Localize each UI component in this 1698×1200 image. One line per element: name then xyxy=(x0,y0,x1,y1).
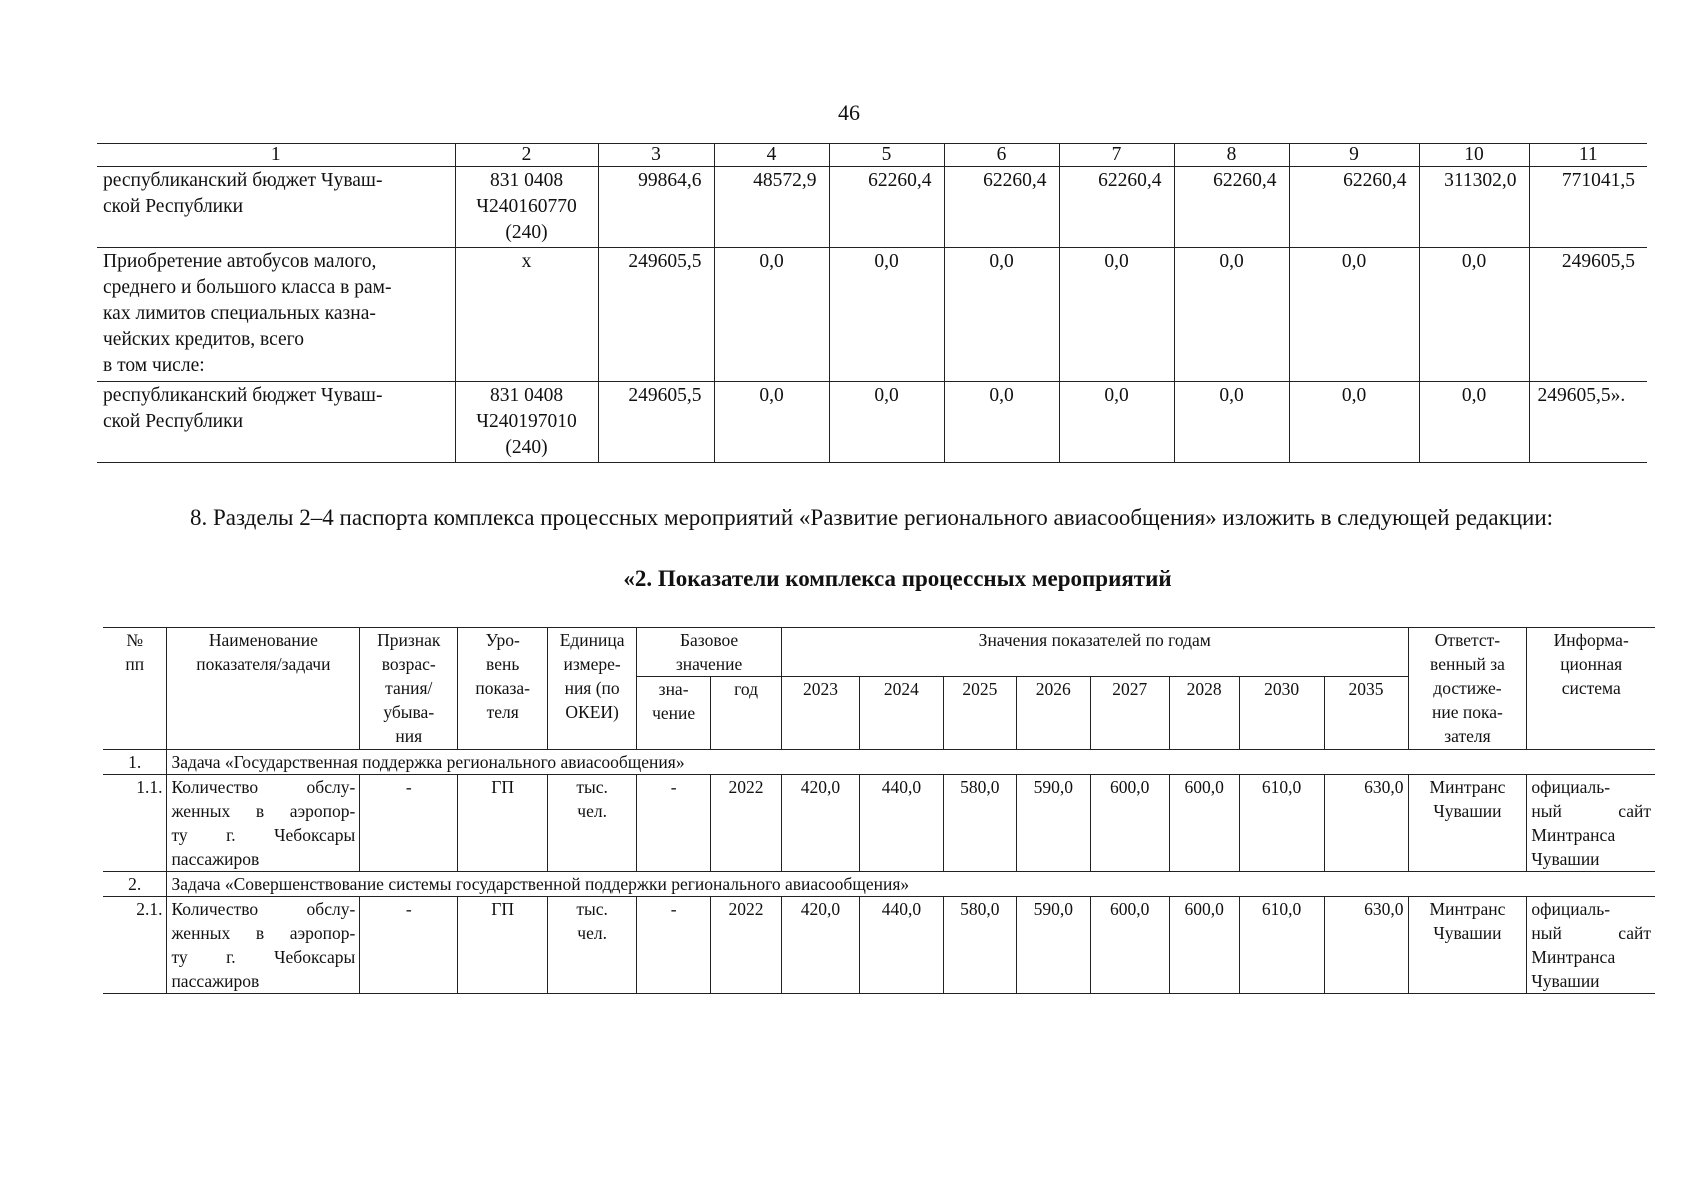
header-base: Базовое значение xyxy=(637,628,782,677)
header-year: 2035 xyxy=(1324,677,1408,750)
header-year: 2028 xyxy=(1169,677,1239,750)
info-system-cell: официаль- ный сайт Минтранса Чувашии xyxy=(1527,897,1655,994)
value-cell: 771041,5 xyxy=(1529,167,1647,248)
table-row xyxy=(97,382,1647,463)
section-title: «2. Показатели комплекса процессных мероприятий xyxy=(623,566,1172,591)
header-row xyxy=(103,628,1655,677)
value-cell: 0,0 xyxy=(1174,382,1289,463)
table-row xyxy=(103,897,1655,994)
row-num: 1.1. xyxy=(103,775,167,872)
value-cell: 249605,5 xyxy=(1529,248,1647,382)
year-value: 600,0 xyxy=(1090,775,1169,872)
value-cell: 0,0 xyxy=(714,248,829,382)
value-cell: 62260,4 xyxy=(829,167,944,248)
column-number: 1 xyxy=(97,144,455,167)
budget-code: 831 0408 Ч240160770 (240) xyxy=(455,167,598,248)
level-cell: ГП xyxy=(458,897,548,994)
header-level: Уро- вень показа- теля xyxy=(458,628,548,750)
year-value: 590,0 xyxy=(1016,775,1090,872)
row-name: Приобретение автобусов малого, среднего и большого класса в рам- ках лимитов специальных казна- чейских кредитов, всего в том числе: xyxy=(97,248,455,382)
year-value: 590,0 xyxy=(1016,897,1090,994)
budget-code: x xyxy=(455,248,598,382)
year-value: 630,0 xyxy=(1324,897,1408,994)
sign-cell: - xyxy=(360,897,458,994)
year-value: 580,0 xyxy=(943,775,1016,872)
header-responsible: Ответст- венный за достиже- ние пока- зателя xyxy=(1408,628,1527,750)
column-number: 2 xyxy=(455,144,598,167)
base-year-cell: 2022 xyxy=(711,897,782,994)
header-sign: Признак возрас- тания/ убыва- ния xyxy=(360,628,458,750)
value-cell: 48572,9 xyxy=(714,167,829,248)
value-cell: 0,0 xyxy=(944,248,1059,382)
value-cell: 0,0 xyxy=(1174,248,1289,382)
header-year: 2024 xyxy=(859,677,943,750)
row-name: республиканский бюджет Чуваш- ской Республики xyxy=(97,382,455,463)
year-value: 420,0 xyxy=(782,775,860,872)
column-number: 7 xyxy=(1059,144,1174,167)
value-cell: 0,0 xyxy=(1289,248,1419,382)
header-base-value: зна- чение xyxy=(637,677,711,750)
budget-code: 831 0408 Ч240197010 (240) xyxy=(455,382,598,463)
responsible-cell: Минтранс Чувашии xyxy=(1408,775,1527,872)
year-value: 440,0 xyxy=(859,775,943,872)
value-cell: 99864,6 xyxy=(598,167,714,248)
year-value: 440,0 xyxy=(859,897,943,994)
value-cell: 62260,4 xyxy=(944,167,1059,248)
year-value: 610,0 xyxy=(1239,897,1324,994)
row-name: республиканский бюджет Чуваш- ской Республики xyxy=(97,167,455,248)
header-year: 2027 xyxy=(1090,677,1169,750)
unit-cell: тыс. чел. xyxy=(548,897,637,994)
info-system-cell: официаль- ный сайт Минтранса Чувашии xyxy=(1527,775,1655,872)
value-cell: 0,0 xyxy=(1419,248,1529,382)
table-row xyxy=(103,775,1655,872)
value-cell: 0,0 xyxy=(1059,248,1174,382)
column-number-row xyxy=(97,144,1647,167)
indicator-name: Количество обслу- женных в аэропор- ту г. Чебоксары пассажиров xyxy=(167,897,360,994)
value-cell: 0,0 xyxy=(1059,382,1174,463)
column-number: 11 xyxy=(1529,144,1647,167)
task-num: 2. xyxy=(103,872,167,897)
task-title: Задача «Государственная поддержка регионального авиасообщения» xyxy=(167,750,1655,775)
row-num: 2.1. xyxy=(103,897,167,994)
column-number: 8 xyxy=(1174,144,1289,167)
column-number: 10 xyxy=(1419,144,1529,167)
column-number: 3 xyxy=(598,144,714,167)
base-year-cell: 2022 xyxy=(711,775,782,872)
value-cell: 249605,5». xyxy=(1529,382,1647,463)
task-row xyxy=(103,872,1655,897)
value-cell: 249605,5 xyxy=(598,248,714,382)
responsible-cell: Минтранс Чувашии xyxy=(1408,897,1527,994)
column-number: 4 xyxy=(714,144,829,167)
header-years-title: Значения показателей по годам xyxy=(782,628,1408,677)
base-value-cell: - xyxy=(637,775,711,872)
value-cell: 62260,4 xyxy=(1059,167,1174,248)
financing-table xyxy=(97,143,1647,463)
value-cell: 311302,0 xyxy=(1419,167,1529,248)
indicator-name: Количество обслу- женных в аэропор- ту г. Чебоксары пассажиров xyxy=(167,775,360,872)
year-value: 610,0 xyxy=(1239,775,1324,872)
value-cell: 62260,4 xyxy=(1289,167,1419,248)
value-cell: 0,0 xyxy=(1419,382,1529,463)
value-cell: 0,0 xyxy=(829,382,944,463)
sign-cell: - xyxy=(360,775,458,872)
column-number: 6 xyxy=(944,144,1059,167)
table-row xyxy=(97,248,1647,382)
amendment-paragraph: 8. Разделы 2–4 паспорта комплекса процессных мероприятий «Развитие регионального авиасообщения» изложить в следующей редакции: xyxy=(190,505,1554,530)
year-value: 600,0 xyxy=(1169,775,1239,872)
header-year: 2026 xyxy=(1016,677,1090,750)
year-value: 600,0 xyxy=(1090,897,1169,994)
header-year: 2025 xyxy=(943,677,1016,750)
table-row xyxy=(97,167,1647,248)
value-cell: 62260,4 xyxy=(1174,167,1289,248)
value-cell: 0,0 xyxy=(714,382,829,463)
task-row xyxy=(103,750,1655,775)
header-year: 2030 xyxy=(1239,677,1324,750)
header-year: 2023 xyxy=(782,677,860,750)
year-value: 630,0 xyxy=(1324,775,1408,872)
indicators-table xyxy=(103,627,1655,994)
task-num: 1. xyxy=(103,750,167,775)
header-unit: Единица измере- ния (по ОКЕИ) xyxy=(548,628,637,750)
header-base-year: год xyxy=(711,677,782,750)
level-cell: ГП xyxy=(458,775,548,872)
value-cell: 0,0 xyxy=(944,382,1059,463)
header-num: № пп xyxy=(103,628,167,750)
value-cell: 249605,5 xyxy=(598,382,714,463)
year-value: 600,0 xyxy=(1169,897,1239,994)
year-value: 580,0 xyxy=(943,897,1016,994)
value-cell: 0,0 xyxy=(1289,382,1419,463)
header-name: Наименование показателя/задачи xyxy=(167,628,360,750)
unit-cell: тыс. чел. xyxy=(548,775,637,872)
year-value: 420,0 xyxy=(782,897,860,994)
header-info-system: Информа- ционная система xyxy=(1527,628,1655,750)
value-cell: 0,0 xyxy=(829,248,944,382)
column-number: 5 xyxy=(829,144,944,167)
page-number: 46 xyxy=(838,100,860,125)
task-title: Задача «Совершенствование системы государственной поддержки регионального авиасообщения» xyxy=(167,872,1655,897)
base-value-cell: - xyxy=(637,897,711,994)
column-number: 9 xyxy=(1289,144,1419,167)
